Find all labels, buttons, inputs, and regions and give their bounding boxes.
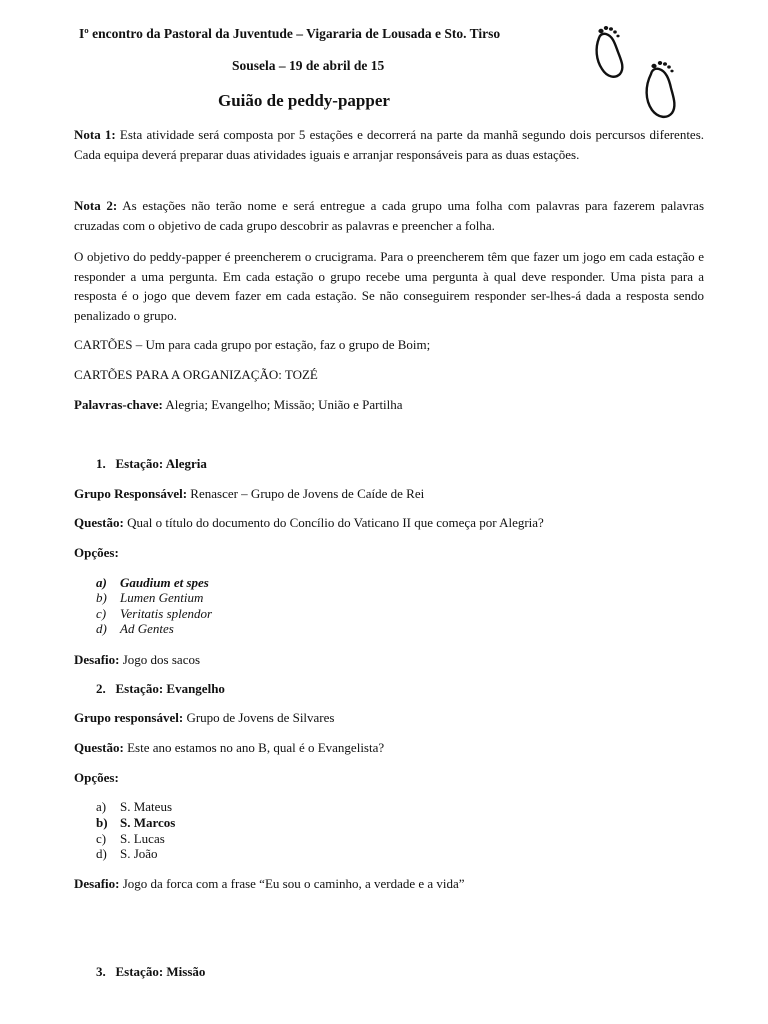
station-2-group-text: Grupo de Jovens de Silvares [186, 710, 335, 725]
option-text: Ad Gentes [120, 621, 174, 636]
station-1-option-b [96, 590, 203, 606]
station-1-option-d [96, 621, 174, 637]
station-1-question [74, 515, 544, 531]
option-letter: d) [96, 621, 107, 636]
station-1-options-label: Opções: [74, 545, 119, 560]
option-text: Veritatis splendor [120, 606, 213, 621]
option-letter: b) [96, 815, 108, 830]
station-2-question [74, 740, 384, 756]
station-1-group [74, 486, 424, 502]
option-letter: d) [96, 846, 107, 861]
station-1-challenge-text: Jogo dos sacos [122, 652, 201, 667]
station-2-challenge [74, 876, 465, 892]
station-2-group [74, 710, 334, 726]
option-text: S. Marcos [120, 815, 176, 830]
note-1-label: Nota 1: [74, 127, 116, 142]
station-2-heading [96, 681, 225, 697]
station-1-question-label: Questão: [74, 515, 124, 530]
option-text: Lumen Gentium [120, 590, 204, 605]
station-3-title: Estação: Missão [115, 964, 206, 979]
option-text: S. Mateus [120, 799, 172, 814]
station-1-question-text: Qual o título do documento do Concílio do Vaticano II que começa por Alegria? [127, 515, 544, 530]
footprints-illustration [585, 22, 700, 124]
option-text: S. João [120, 846, 158, 861]
note-1 [74, 125, 704, 164]
event-header: Iº encontro da Pastoral da Juventude – Vigararia de Lousada e Sto. Tirso [79, 26, 501, 41]
station-1-heading [96, 456, 207, 472]
option-text: Gaudium et spes [120, 575, 209, 590]
option-text: S. Lucas [120, 831, 165, 846]
cards-line: CARTÕES – Um para cada grupo por estação, faz o grupo de Boim; [74, 337, 431, 352]
station-1-option-a [96, 575, 209, 591]
station-2-question-label: Questão: [74, 740, 124, 755]
note-2-label: Nota 2: [74, 198, 118, 213]
option-letter: a) [96, 575, 107, 590]
station-2-group-label: Grupo responsável: [74, 710, 184, 725]
option-letter: b) [96, 590, 107, 605]
note-2-text: As estações não terão nome e será entregue a cada grupo uma folha com palavras para fazerem palavras cruzadas com o objetivo de cada grupo descobrir as palavras e preencher a folha. [74, 198, 705, 233]
station-3-number: 3. [96, 964, 106, 979]
station-2-challenge-text: Jogo da forca com a frase “Eu sou o caminho, a verdade e a vida” [122, 876, 465, 891]
option-letter: c) [96, 831, 107, 846]
objective-paragraph: O objetivo do peddy-papper é preencherem o crucigrama. Para o preencherem têm que fazer um jogo em cada estação e responder a uma pergunta. Em cada estação o grupo recebe uma pergunta à qual deve responder. Uma pista para a resposta é o jogo que devem fazer em cada estação. Se não conseguirem responder ser-lhes-á dada a resposta sendo penalizado o grupo. [74, 249, 704, 323]
event-date: Sousela – 19 de abril de 15 [232, 58, 385, 73]
page-title: Guião de peddy-papper [218, 91, 390, 110]
station-1-option-c [96, 606, 212, 622]
station-2-title: Estação: Evangelho [115, 681, 225, 696]
station-1-group-text: Renascer – Grupo de Jovens de Caíde de Rei [190, 486, 425, 501]
station-2-number: 2. [96, 681, 106, 696]
station-2-option-c [96, 831, 165, 847]
keywords-text: Alegria; Evangelho; Missão; União e Partilha [165, 397, 403, 412]
option-letter: c) [96, 606, 107, 621]
station-3-heading [96, 964, 205, 980]
station-2-option-b [96, 815, 175, 831]
keywords-label: Palavras-chave: [74, 397, 163, 412]
keywords-line [74, 397, 403, 413]
station-2-challenge-label: Desafio: [74, 876, 120, 891]
station-2-option-a [96, 799, 172, 815]
station-1-challenge-label: Desafio: [74, 652, 120, 667]
station-1-challenge [74, 652, 200, 668]
note-1-text: Esta atividade será composta por 5 estações e decorrerá na parte da manhã segundo dois percursos diferentes. Cada equipa deverá preparar duas atividades iguais e arranjar responsáveis para as duas estações. [74, 127, 705, 162]
station-1-number: 1. [96, 456, 106, 471]
station-1-group-label: Grupo Responsável: [74, 486, 188, 501]
note-2 [74, 196, 704, 235]
organization-cards-line: CARTÕES PARA A ORGANIZAÇÃO: TOZÉ [74, 367, 318, 382]
station-2-question-text: Este ano estamos no ano B, qual é o Evangelista? [127, 740, 385, 755]
station-2-options-label: Opções: [74, 770, 119, 785]
option-letter: a) [96, 799, 107, 814]
station-1-title: Estação: Alegria [115, 456, 207, 471]
station-2-option-d [96, 846, 158, 862]
